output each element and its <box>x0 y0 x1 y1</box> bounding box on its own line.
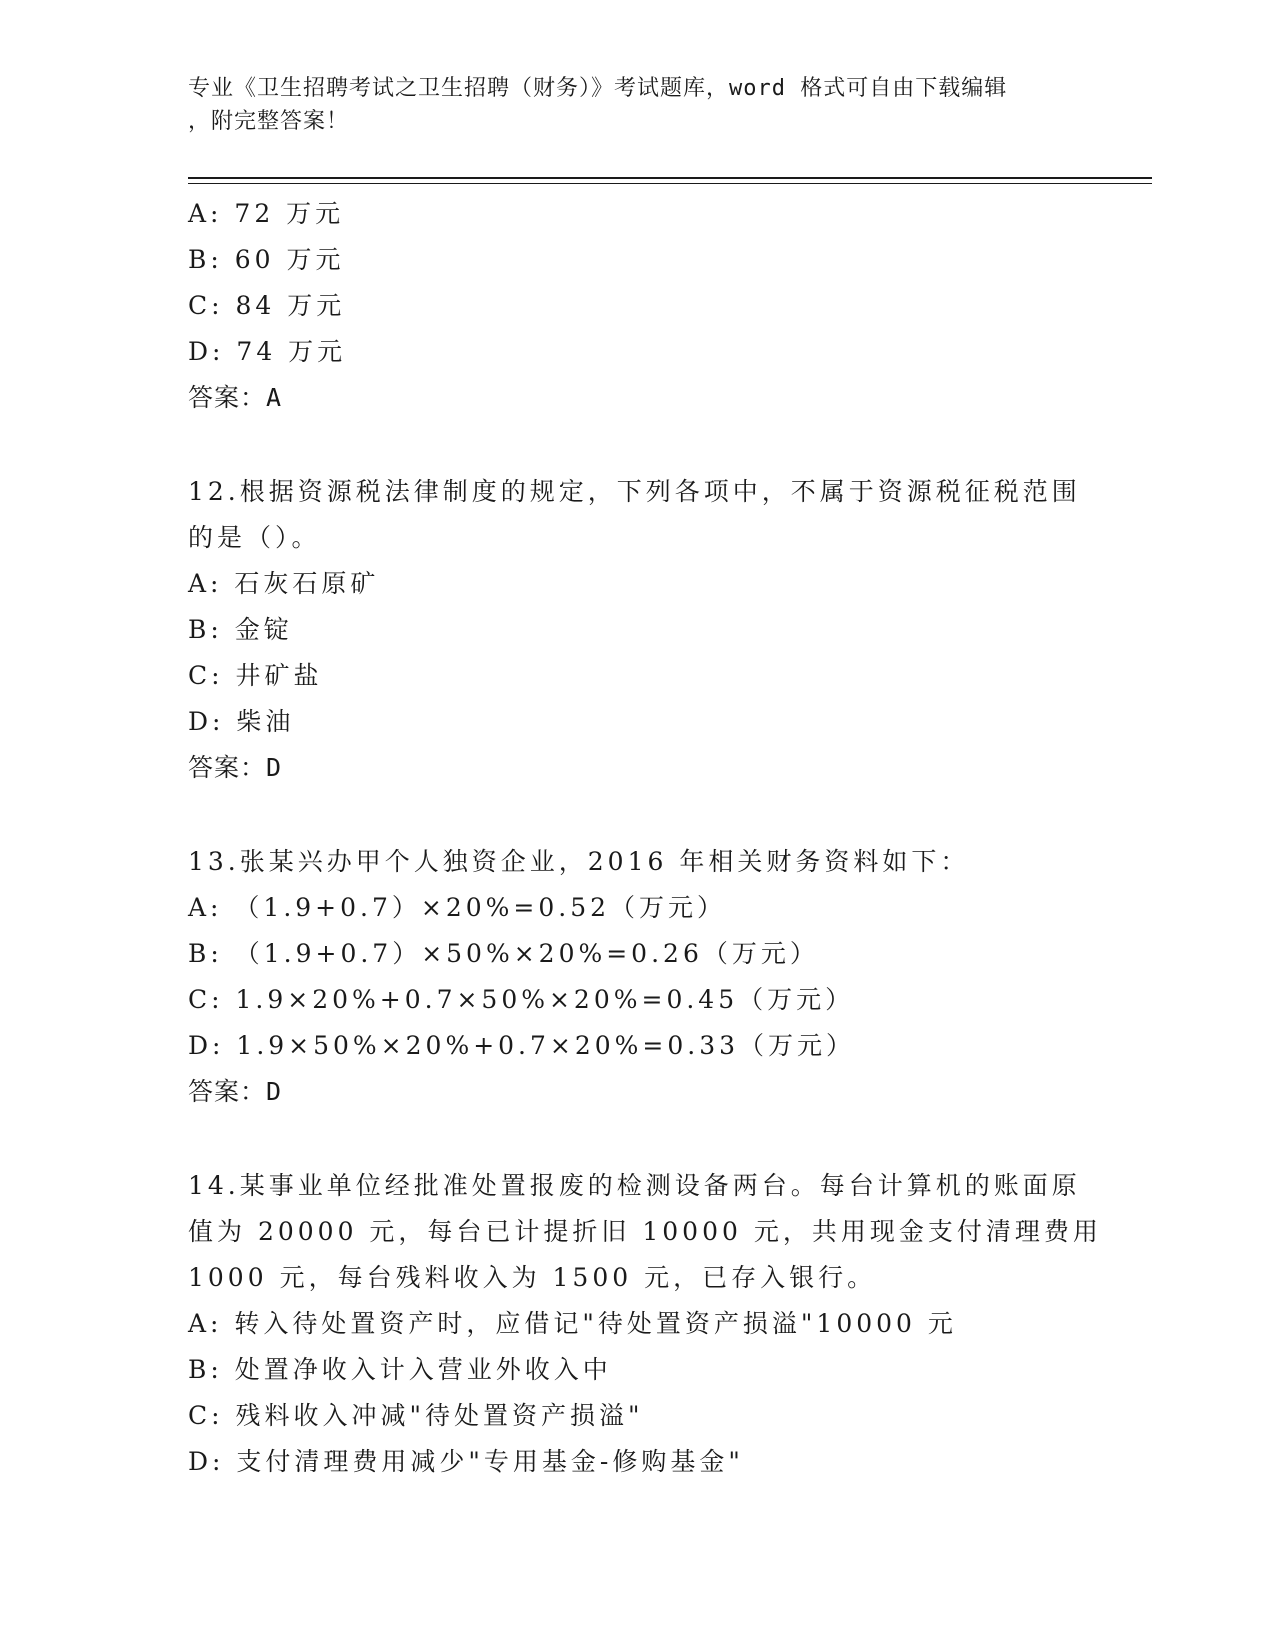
option-c: C: 残料收入冲减"待处置资产损溢" <box>188 1401 644 1430</box>
question-list <box>188 191 1102 1485</box>
header-divider-thick <box>188 177 1152 179</box>
option-b: B: 金锭 <box>188 615 293 644</box>
question-spacer <box>188 791 1088 839</box>
question-spacer <box>188 1115 1088 1163</box>
option-a: A: 转入待处置资产时，应借记"待处置资产损溢"10000 元 <box>188 1309 957 1338</box>
question-spacer <box>188 421 1088 469</box>
question-12 <box>188 469 1088 791</box>
header-line-2: ，附完整答案！ <box>188 109 350 134</box>
option-c: C: 1.9×20%+0.7×50%×20%=0.45（万元） <box>188 985 855 1014</box>
header-divider-thin <box>188 183 1152 184</box>
option-b: B: 60 万元 <box>188 245 345 274</box>
option-d: D: 支付清理费用减少"专用基金-修购基金" <box>188 1447 744 1476</box>
option-c: C: 井矿盐 <box>188 661 323 690</box>
question-text-continued: 值为 20000 元，每台已计提折旧 10000 元，共用现金支付清理费用 <box>188 1217 1102 1246</box>
answer-line: 答案：A <box>188 383 283 412</box>
question-text: 12.根据资源税法律制度的规定，下列各项中，不属于资源税征税范围 <box>188 477 1081 506</box>
option-a: A: 72 万元 <box>188 199 345 228</box>
answer-line: 答案：D <box>188 1077 283 1106</box>
option-d: D: 柴油 <box>188 707 295 736</box>
option-b: B: 处置净收入计入营业外收入中 <box>188 1355 612 1384</box>
option-a: A: 石灰石原矿 <box>188 569 380 598</box>
header-line-1: 专业《卫生招聘考试之卫生招聘（财务）》考试题库，word 格式可自由下载编辑 <box>188 76 1008 101</box>
option-c: C: 84 万元 <box>188 291 346 320</box>
question-text: 14.某事业单位经批准处置报废的检测设备两台。每台计算机的账面原 <box>188 1171 1081 1200</box>
document-header <box>188 72 1068 138</box>
option-b: B: （1.9+0.7）×50%×20%=0.26（万元） <box>188 939 819 968</box>
question-text-continued: 1000 元，每台残料收入为 1500 元，已存入银行。 <box>188 1263 877 1292</box>
question-text-continued: 的是（）。 <box>188 523 321 552</box>
answer-line: 答案：D <box>188 753 283 782</box>
option-a: A: （1.9+0.7）×20%=0.52（万元） <box>188 893 727 922</box>
question-13 <box>188 839 1088 1115</box>
question-text: 13.张某兴办甲个人独资企业，2016 年相关财务资料如下： <box>188 847 970 876</box>
option-d: D: 74 万元 <box>188 337 347 366</box>
question-14 <box>188 1163 1102 1485</box>
question-11 <box>188 191 1088 421</box>
option-d: D: 1.9×50%×20%+0.7×20%=0.33（万元） <box>188 1031 856 1060</box>
